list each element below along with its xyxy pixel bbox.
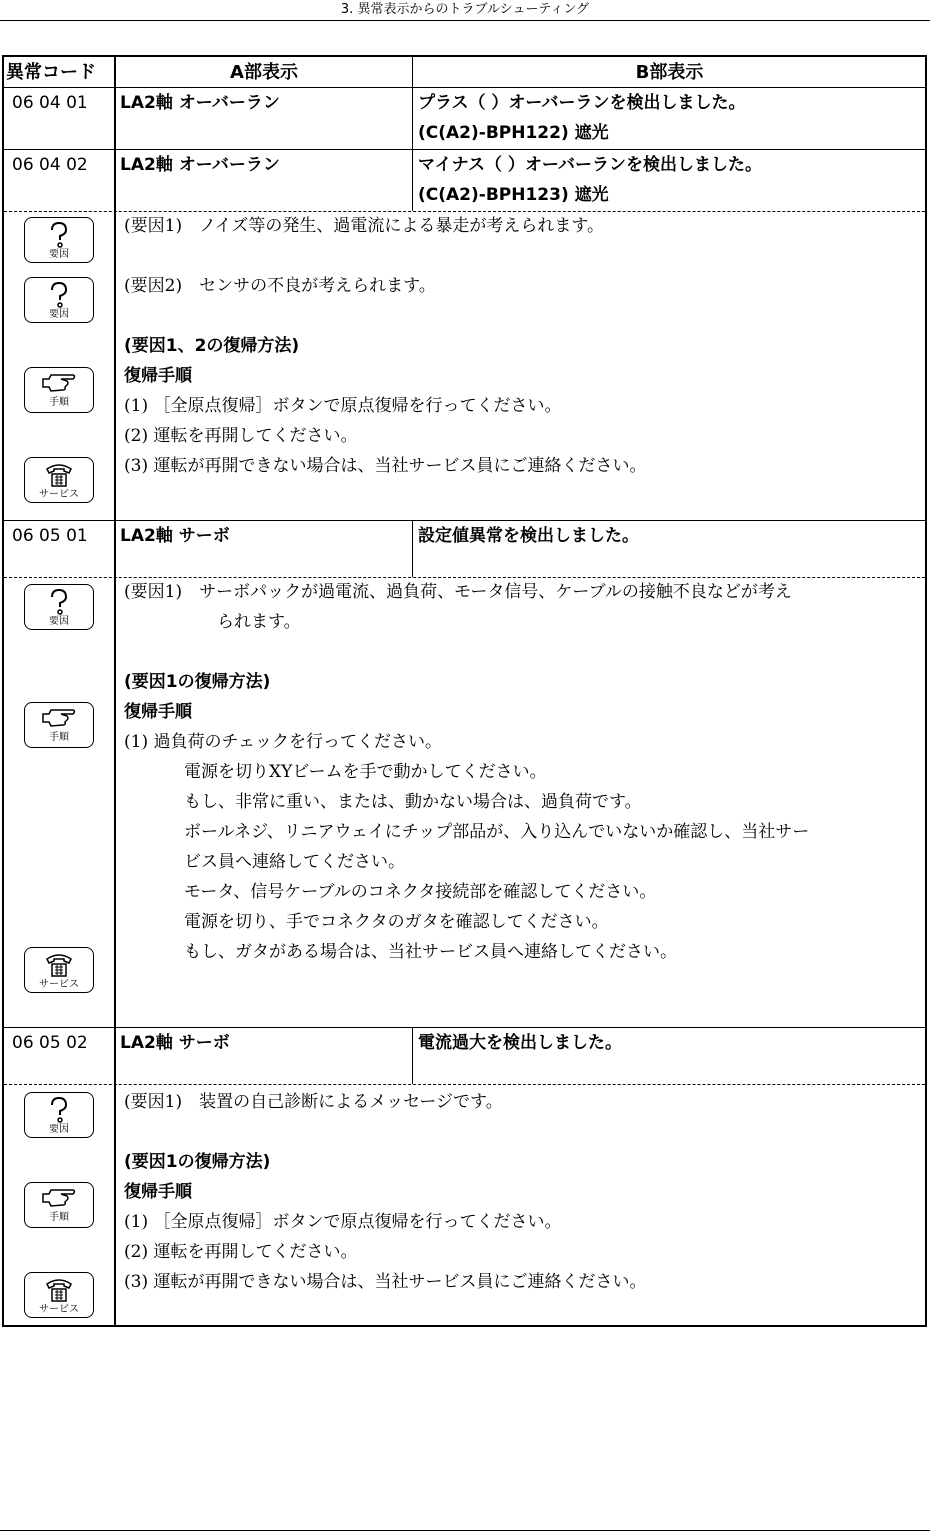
- service-phone-icon: サービス: [24, 947, 94, 993]
- procedure-step: (3) 運転が再開できない場合は、当社サービス員にご連絡ください。: [124, 456, 647, 476]
- recovery-heading: (要因1の復帰方法): [124, 1152, 271, 1172]
- procedure-step: (2) 運転を再開してください。: [124, 426, 358, 446]
- procedure-detail: 電源を切りXYビームを手で動かしてください。: [184, 762, 547, 782]
- b-display: マイナス（ ）オーバーランを検出しました。: [418, 155, 763, 175]
- procedure-heading: 復帰手順: [124, 366, 192, 386]
- a-display: LA2軸 オーバーラン: [120, 155, 280, 175]
- a-display: LA2軸 オーバーラン: [120, 93, 280, 113]
- recovery-heading: (要因1の復帰方法): [124, 672, 271, 692]
- service-phone-icon: サービス: [24, 457, 94, 503]
- b-display-detail: (C(A2)-BPH123) 遮光: [418, 185, 609, 205]
- procedure-hand-icon: 手順: [24, 1182, 94, 1228]
- procedure-detail: もし、非常に重い、または、動かない場合は、過負荷です。: [184, 792, 642, 812]
- a-display: LA2軸 サーボ: [120, 1033, 230, 1053]
- cause-line: (要因1) サーボパックが過電流、過負荷、モータ信号、ケーブルの接触不良などが考え: [124, 582, 792, 602]
- col-header-code: 異常コード: [6, 62, 96, 83]
- error-table: [2, 55, 927, 1327]
- b-display: プラス（ ）オーバーランを検出しました。: [418, 93, 746, 113]
- procedure-detail: ビス員へ連絡してください。: [184, 852, 405, 872]
- cause-line: (要因1) ノイズ等の発生、過電流による暴走が考えられます。: [124, 216, 605, 236]
- procedure-detail: モータ、信号ケーブルのコネクタ接続部を確認してください。: [184, 882, 657, 902]
- col-header-a: A部表示: [230, 62, 298, 83]
- procedure-step: (1) 過負荷のチェックを行ってください。: [124, 732, 442, 752]
- error-code: 06 05 02: [12, 1033, 88, 1053]
- procedure-hand-icon: 手順: [24, 702, 94, 748]
- procedure-detail: もし、ガタがある場合は、当社サービス員へ連絡してください。: [184, 942, 677, 962]
- page-footer-rule: [0, 1530, 930, 1531]
- b-display: 設定値異常を検出しました。: [418, 526, 639, 546]
- page-title: 3. 異常表示からのトラブルシューティング: [340, 2, 590, 17]
- recovery-heading: (要因1、2の復帰方法): [124, 336, 300, 356]
- procedure-step: (2) 運転を再開してください。: [124, 1242, 358, 1262]
- cause-icon: 要因: [24, 217, 94, 263]
- cause-icon: 要因: [24, 277, 94, 323]
- col-header-b: B部表示: [635, 62, 704, 83]
- procedure-step: (3) 運転が再開できない場合は、当社サービス員にご連絡ください。: [124, 1272, 647, 1292]
- cause-line: (要因2) センサの不良が考えられます。: [124, 276, 436, 296]
- cause-line-cont: られます。: [217, 612, 301, 632]
- error-code: 06 04 01: [12, 93, 88, 113]
- cause-icon: 要因: [24, 1092, 94, 1138]
- procedure-detail: 電源を切り、手でコネクタのガタを確認してください。: [184, 912, 609, 932]
- a-display: LA2軸 サーボ: [120, 526, 230, 546]
- b-display-detail: (C(A2)-BPH122) 遮光: [418, 123, 609, 143]
- cause-line: (要因1) 装置の自己診断によるメッセージです。: [124, 1092, 503, 1112]
- procedure-hand-icon: 手順: [24, 367, 94, 413]
- service-phone-icon: サービス: [24, 1272, 94, 1318]
- page-header: [0, 0, 930, 21]
- error-code: 06 04 02: [12, 155, 88, 175]
- b-display: 電流過大を検出しました。: [418, 1033, 622, 1053]
- procedure-detail: ボールネジ、リニアウェイにチップ部品が、入り込んでいないか確認し、当社サー: [184, 822, 810, 842]
- error-code: 06 05 01: [12, 526, 88, 546]
- cause-icon: 要因: [24, 584, 94, 630]
- procedure-heading: 復帰手順: [124, 702, 192, 722]
- procedure-heading: 復帰手順: [124, 1182, 192, 1202]
- procedure-step: (1) ［全原点復帰］ボタンで原点復帰を行ってください。: [124, 1212, 562, 1232]
- procedure-step: (1) ［全原点復帰］ボタンで原点復帰を行ってください。: [124, 396, 562, 416]
